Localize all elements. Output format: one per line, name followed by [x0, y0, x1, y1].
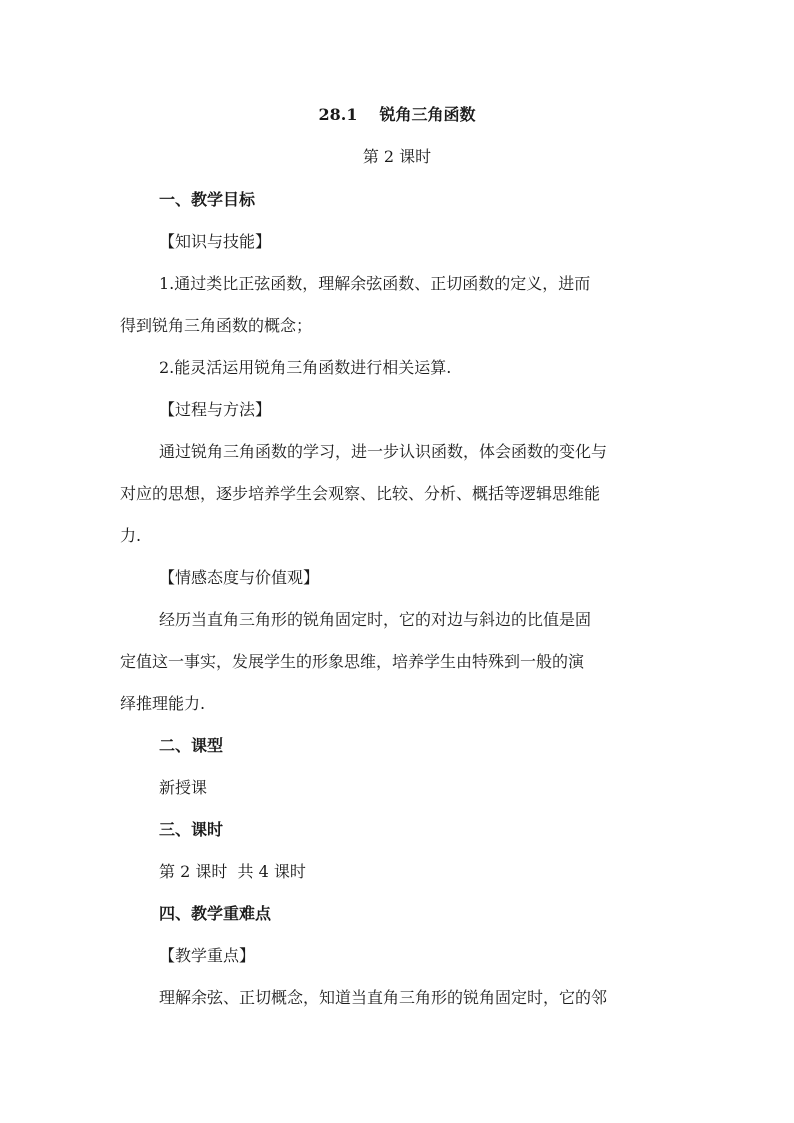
page-title — [0, 104, 794, 126]
key-points-line1: 理解余弦、正切概念，知道当直角三角形的锐角固定时，它的邻 — [159, 988, 608, 1007]
course-type-heading: 二、课型 — [159, 736, 224, 755]
periods-heading: 三、课时 — [159, 820, 224, 839]
objectives-heading: 一、教学目标 — [159, 190, 256, 209]
section-number: 28.1 — [318, 105, 358, 124]
emotion-line1: 经历当直角三角形的锐角固定时，它的对边与斜边的比值是固 — [159, 610, 592, 629]
process-line3: 力. — [120, 526, 142, 545]
process-label: 【过程与方法】 — [159, 400, 272, 419]
process-line2: 对应的思想，逐步培养学生会观察、比较、分析、概括等逻辑思维能 — [120, 484, 601, 503]
knowledge-item1-line2: 得到锐角三角函数的概念； — [120, 316, 313, 335]
emotion-label: 【情感态度与价值观】 — [159, 568, 320, 587]
knowledge-item2: 2.能灵活运用锐角三角函数进行相关运算. — [159, 358, 452, 377]
section-title: 锐角三角函数 — [379, 105, 476, 124]
key-points-heading: 四、教学重难点 — [159, 904, 272, 923]
emotion-line3: 绎推理能力. — [120, 694, 206, 713]
knowledge-item1-line1: 1.通过类比正弦函数，理解余弦函数、正切函数的定义，进而 — [159, 274, 591, 293]
lesson-subtitle: 第 2 课时 — [362, 147, 432, 166]
process-line1: 通过锐角三角函数的学习，进一步认识函数，体会函数的变化与 — [159, 442, 608, 461]
periods-value: 第 2 课时 共 4 课时 — [159, 862, 306, 881]
knowledge-label: 【知识与技能】 — [159, 232, 272, 251]
course-type-value: 新授课 — [159, 778, 208, 797]
key-points-label: 【教学重点】 — [159, 946, 256, 965]
emotion-line2: 定值这一事实，发展学生的形象思维，培养学生由特殊到一般的演 — [120, 652, 585, 671]
